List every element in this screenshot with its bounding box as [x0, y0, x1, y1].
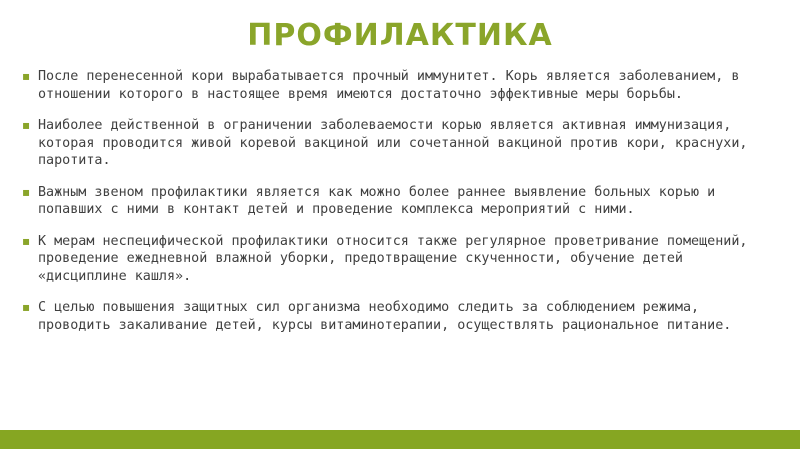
square-bullet-icon: ▪: [22, 233, 31, 248]
bullet-text: С целью повышения защитных сил организма необходимо следить за соблюдением режима, проводить закаливание детей, курсы витаминотерапии, осуществлять рациональное питание.: [38, 300, 732, 333]
bullet-item: [22, 299, 762, 334]
footer-accent-bar: [0, 430, 800, 449]
square-bullet-icon: ▪: [22, 300, 31, 314]
square-bullet-icon: ▪: [22, 118, 31, 132]
bullet-list: [22, 68, 762, 348]
bullet-item: [22, 233, 762, 286]
slide-title: ПРОФИЛАКТИКА: [247, 18, 553, 53]
bullet-item: [22, 184, 762, 219]
bullet-item: [22, 68, 762, 103]
square-bullet-icon: ▪: [22, 184, 31, 199]
bullet-item: [22, 117, 762, 170]
bullet-text: К мерам неспецифической профилактики относится также регулярное проветривание помещений, проведение ежедневной влажной уборки, предотвращение скученности, обучение детей «дисциплине кашля».: [38, 233, 748, 284]
square-bullet-icon: ▪: [22, 69, 31, 83]
bullet-text: Наиболее действенной в ограничении заболеваемости корью является активная иммунизация, которая проводится живой коревой вакциной или сочетанной вакциной против кори, краснухи, паротита.: [38, 118, 748, 168]
bullet-text: Важным звеном профилактики является как можно более раннее выявление больных корью и попавших с ними в контакт детей и проведение комплекса мероприятий с ними.: [38, 184, 716, 217]
bullet-text: После перенесенной кори вырабатывается прочный иммунитет. Корь является заболеванием, в отношении которого в настоящее время имеются достаточно эффективные меры борьбы.: [38, 69, 740, 102]
